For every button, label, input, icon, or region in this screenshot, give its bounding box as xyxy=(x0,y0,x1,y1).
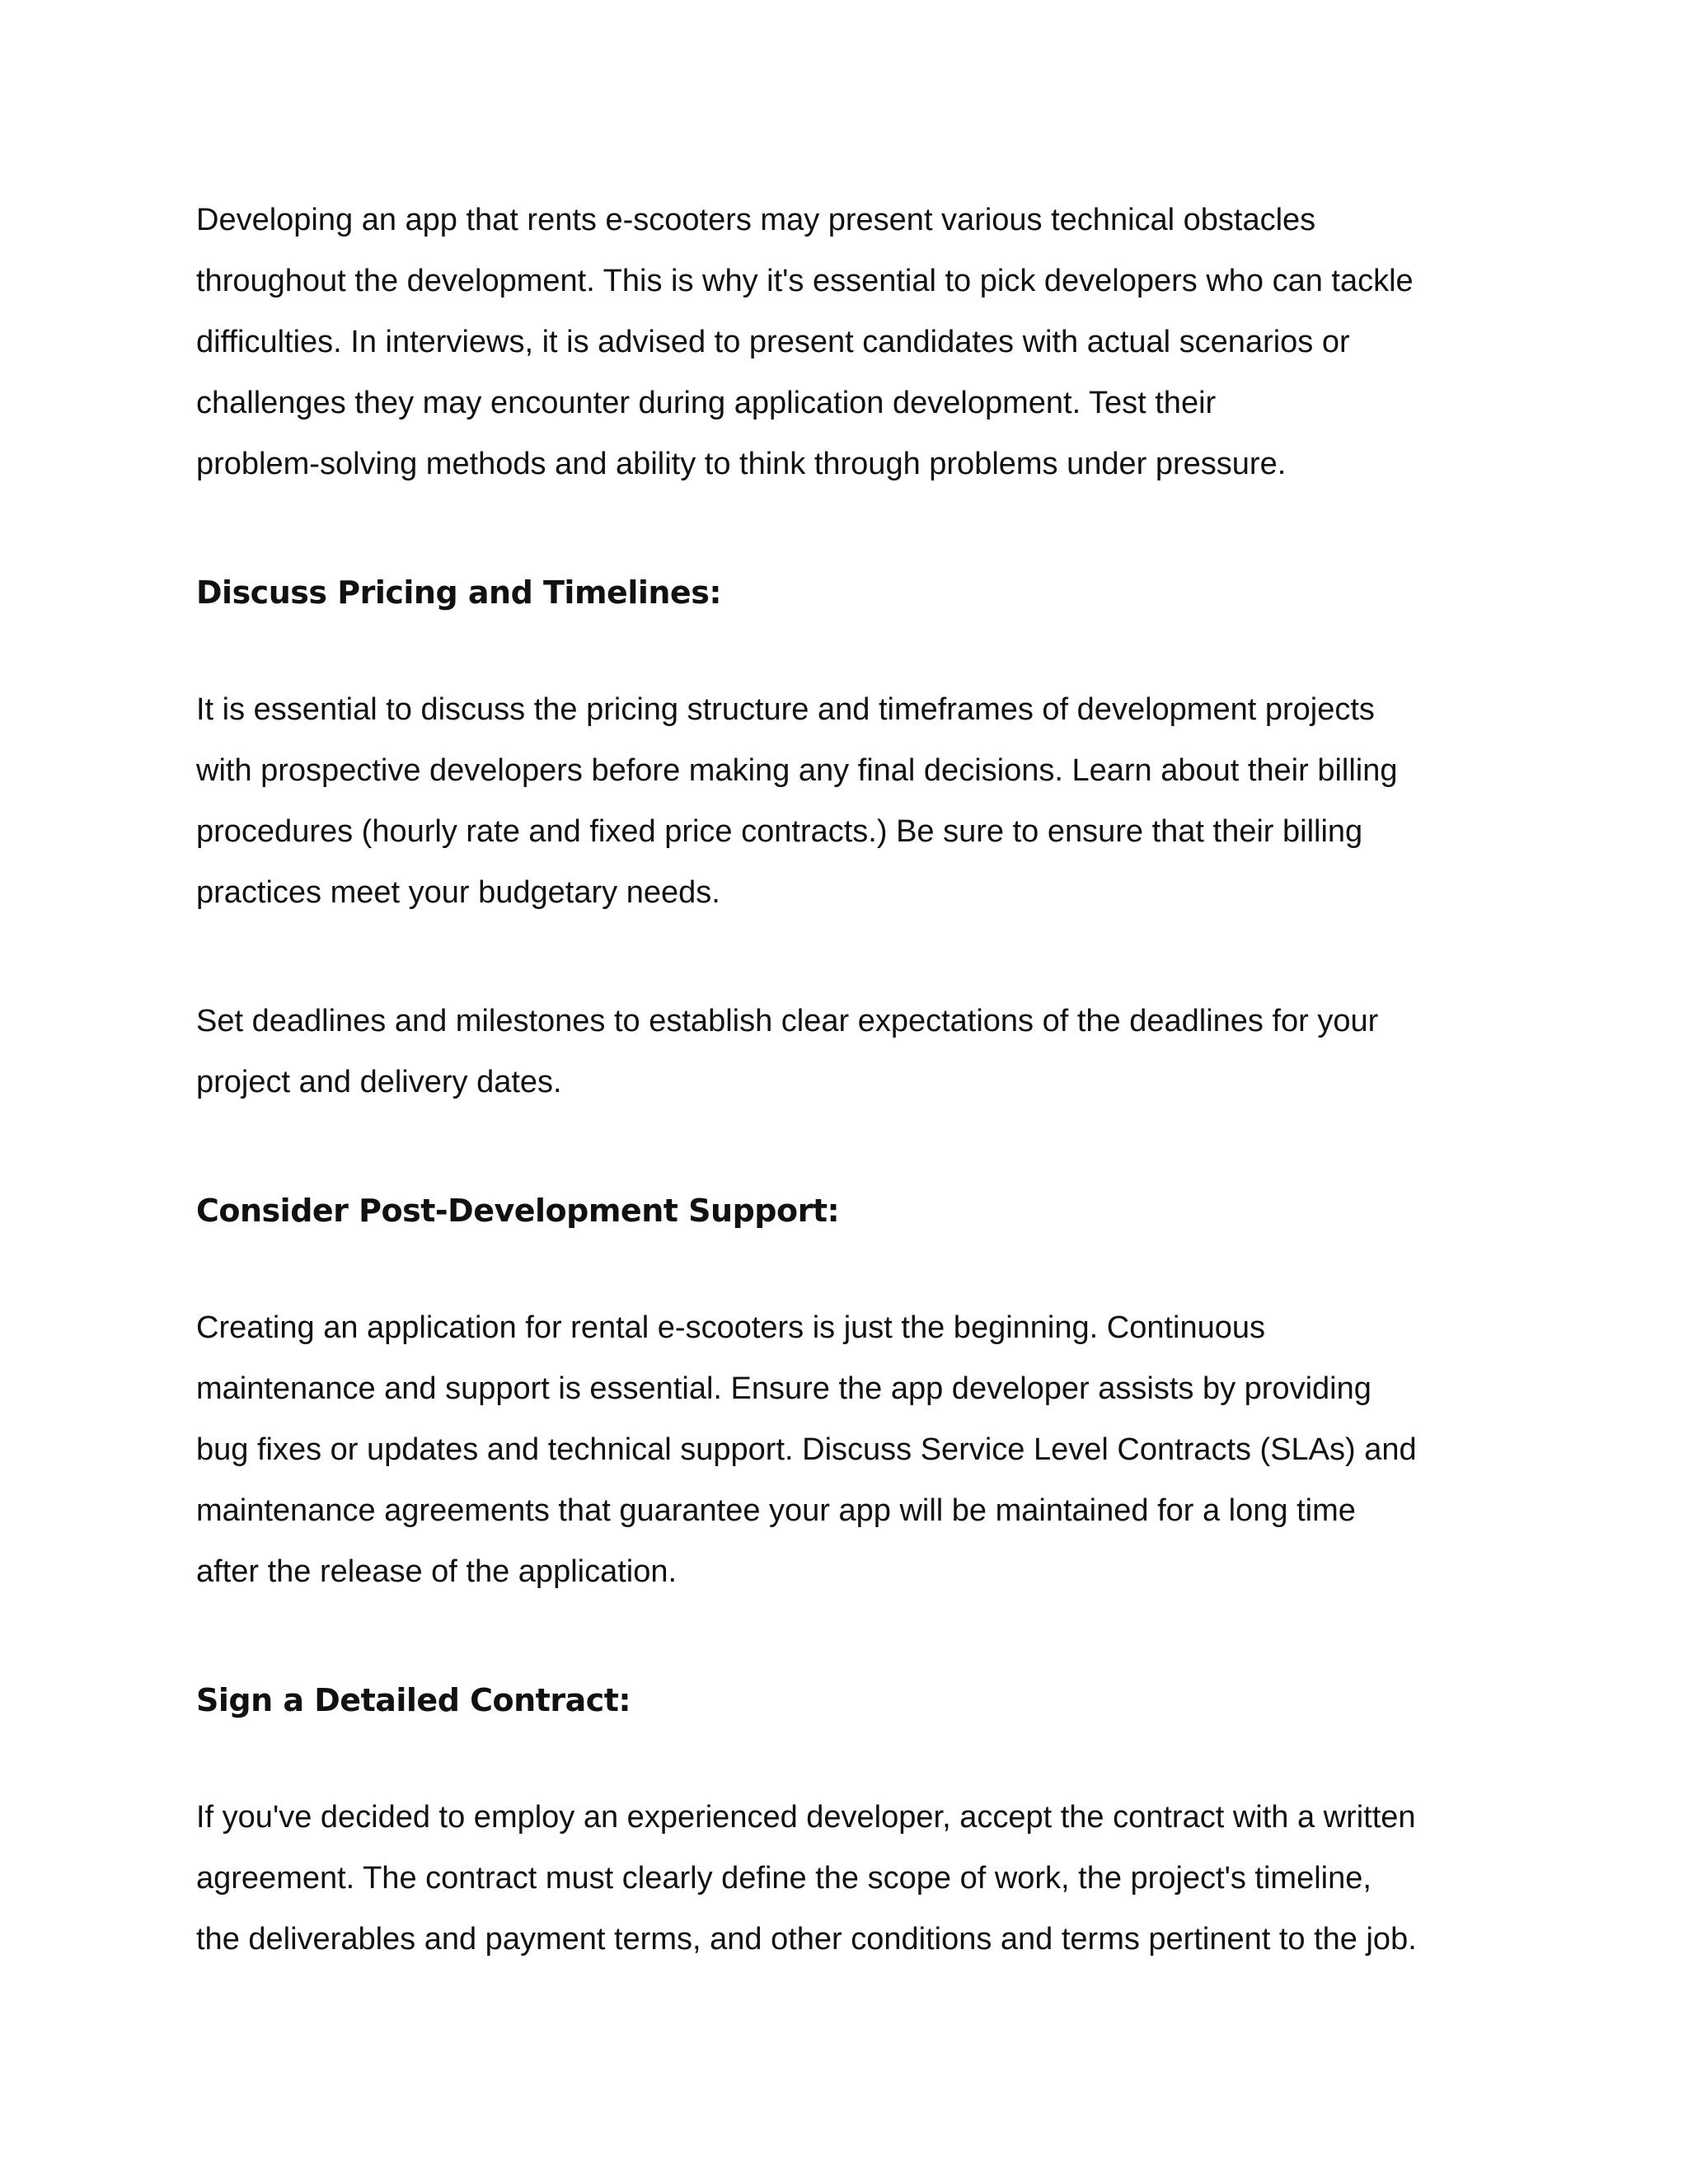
paragraph-line: challenges they may encounter during application development. Test their xyxy=(196,386,1217,420)
section-heading-support: Consider Post-Development Support: xyxy=(196,1193,840,1229)
paragraph-line: problem-solving methods and ability to think through problems under pressure. xyxy=(196,447,1287,481)
section-heading-contract: Sign a Detailed Contract: xyxy=(196,1682,631,1718)
support-paragraph xyxy=(196,1297,1498,1602)
spacer xyxy=(196,923,1498,991)
paragraph-line: Set deadlines and milestones to establish clear expectations of the deadlines for your xyxy=(196,1004,1379,1038)
paragraph-line: maintenance and support is essential. Ensure the app developer assists by providing xyxy=(196,1371,1372,1406)
paragraph-line: with prospective developers before making any final decisions. Learn about their billing xyxy=(196,753,1398,788)
section-heading-pricing: Discuss Pricing and Timelines: xyxy=(196,574,722,611)
paragraph-line: practices meet your budgetary needs. xyxy=(196,875,720,910)
contract-paragraph xyxy=(196,1787,1498,1970)
intro-paragraph xyxy=(196,190,1498,494)
spacer xyxy=(196,1602,1498,1670)
spacer xyxy=(196,1731,1498,1787)
paragraph-line: Developing an app that rents e-scooters may present various technical obstacles xyxy=(196,203,1316,237)
paragraph-line: If you've decided to employ an experienced developer, accept the contract with a written xyxy=(196,1800,1416,1835)
pricing-paragraph-1 xyxy=(196,679,1498,923)
paragraph-line: bug fixes or updates and technical support. Discuss Service Level Contracts (SLAs) and xyxy=(196,1432,1417,1467)
pricing-paragraph-2 xyxy=(196,991,1498,1113)
paragraph-line: difficulties. In interviews, it is advised to present candidates with actual scenarios or xyxy=(196,325,1350,359)
paragraph-line: project and delivery dates. xyxy=(196,1065,562,1099)
paragraph-line: maintenance agreements that guarantee your app will be maintained for a long time xyxy=(196,1493,1356,1528)
spacer xyxy=(196,623,1498,679)
paragraph-line: throughout the development. This is why it's essential to pick developers who can tackle xyxy=(196,264,1414,298)
paragraph-line: agreement. The contract must clearly define the scope of work, the project's timeline, xyxy=(196,1861,1372,1896)
paragraph-line: after the release of the application. xyxy=(196,1554,678,1589)
spacer xyxy=(196,1113,1498,1180)
paragraph-line: the deliverables and payment terms, and other conditions and terms pertinent to the job. xyxy=(196,1922,1417,1957)
paragraph-line: Creating an application for rental e-scooters is just the beginning. Continuous xyxy=(196,1310,1265,1345)
paragraph-line: procedures (hourly rate and fixed price contracts.) Be sure to ensure that their billing xyxy=(196,814,1363,849)
spacer xyxy=(196,494,1498,562)
document-body xyxy=(196,190,1498,1970)
paragraph-line: It is essential to discuss the pricing structure and timeframes of development projects xyxy=(196,692,1375,727)
spacer xyxy=(196,1241,1498,1297)
